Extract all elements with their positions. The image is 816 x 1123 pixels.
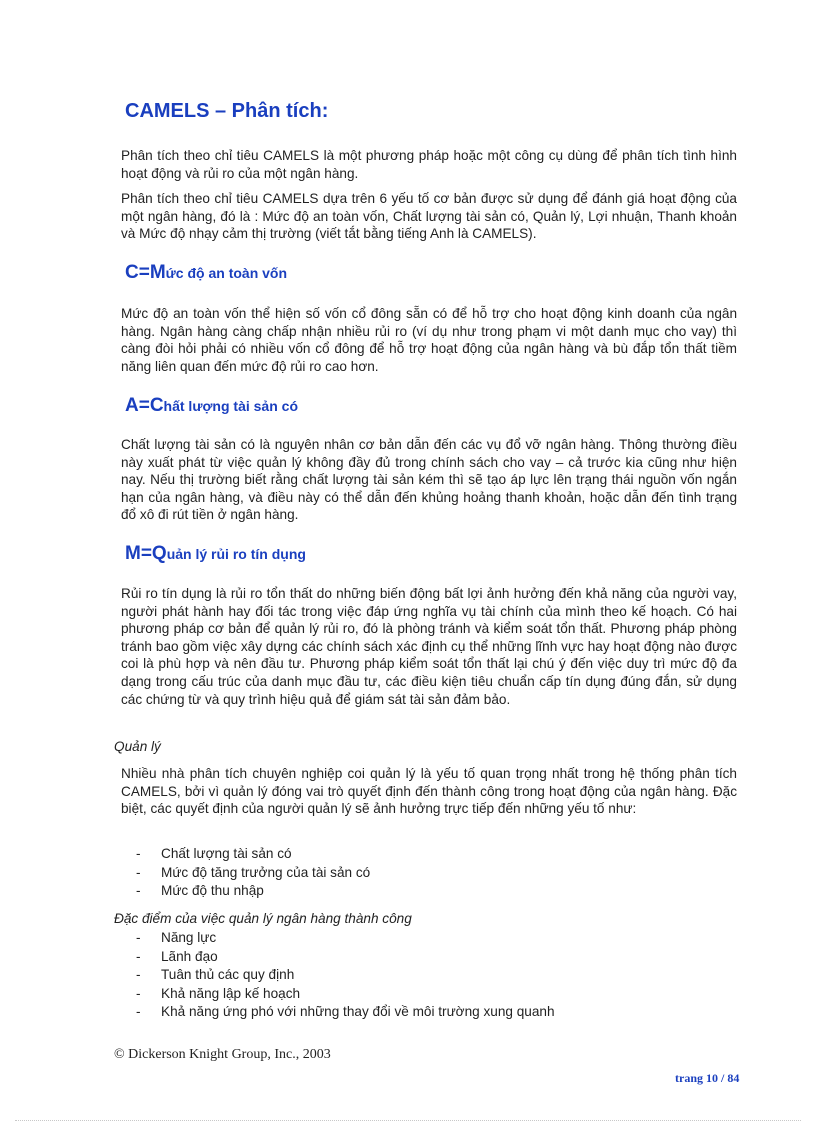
list-item: - Khả năng ứng phó với những thay đổi về môi trường xung quanh <box>136 1004 555 1019</box>
section-heading-letters: C=M <box>125 262 166 283</box>
page-bottom-divider <box>15 1120 801 1121</box>
list-item: - Chất lượng tài sản có <box>136 846 292 861</box>
list-item: - Lãnh đạo <box>136 948 218 964</box>
section-heading-capital <box>125 262 287 284</box>
section-heading-text: ức độ an toàn vốn <box>165 265 288 281</box>
copyright-notice: © Dickerson Knight Group, Inc., 2003 <box>114 1047 331 1062</box>
page-title: CAMELS – Phân tích: <box>125 100 329 122</box>
section-heading-management <box>125 543 306 565</box>
section-heading-text: uản lý rủi ro tín dụng <box>166 546 306 562</box>
section-paragraph-credit-risk: Rủi ro tín dụng là rủi ro tổn thất do những biến động bất lợi ảnh hưởng đến khả năng của người vay, người phát hành hay đối tác trong việc đáp ứng nghĩa vụ tài chính của mình theo kế hoạch. Có hai phương pháp cơ bản để quản lý rủi ro, đó là phòng tránh và kiểm soát tổn thất. Phương pháp phòng tránh bao gồm việc xây dựng các chính sách xác định cụ thể những lĩnh vực hay hoạt động nào được coi là phù hợp và nên đầu tư. Phương pháp kiểm soát tổn thất lại chú ý đến việc duy trì mức độ đa dạng trong cấu trúc của danh mục đầu tư, các điều kiện tiêu chuẩn cấp tín dụng đúng đắn, sử dụng các chứng từ và quy trình hiệu quả để giám sát tài sản đảm bảo. <box>121 586 737 707</box>
list-item: - Tuân thủ các quy định <box>136 967 295 982</box>
section-heading-text: hất lượng tài sản có <box>163 398 298 414</box>
page-number: trang 10 / 84 <box>675 1071 740 1085</box>
list-item: - Mức độ tăng trưởng của tài sản có <box>136 864 371 880</box>
section-paragraph-capital: Mức độ an toàn vốn thể hiện số vốn cổ đông sẵn có để hỗ trợ cho hoạt động kinh doanh của ngân hàng. Ngân hàng càng chấp nhận nhiều rủi ro (ví dụ như trong phạm vi một danh mục cho vay) thì càng đòi hỏi phải có nhiều vốn cổ đông để hỗ trợ hoạt động của ngân hàng và bù đắp tổn thất tiềm năng liên quan đến mức độ rủi ro cao hơn. <box>121 306 737 374</box>
section-heading-letters: A=C <box>125 395 164 416</box>
management-label: Quản lý <box>114 739 161 754</box>
section-paragraph-asset: Chất lượng tài sản có là nguyên nhân cơ bản dẫn đến các vụ đổ vỡ ngân hàng. Thông thường điều này xuất phát từ việc quản lý không đầy đủ trong chính sách cho vay – cả trước kia cũng như hiện nay. Nếu thị trường biết rằng chất lượng tài sản kém thì sẽ tạo áp lực lên trạng thái nguồn vốn ngắn hạn của ngân hàng, và điều này có thể dẫn đến khủng hoảng thanh khoản, hoặc dẫn đến tình trạng đổ xô đi rút tiền ở ngân hàng. <box>121 437 737 523</box>
intro-paragraph-2: Phân tích theo chỉ tiêu CAMELS dựa trên 6 yếu tố cơ bản được sử dụng để đánh giá hoạt động của một ngân hàng, đó là : Mức độ an toàn vốn, Chất lượng tài sản có, Quản lý, Lợi nhuận, Thanh khoản và Mức độ nhạy cảm thị trường (viết tắt bằng tiếng Anh là CAMELS). <box>121 191 737 242</box>
section-heading-letters: M=Q <box>125 543 167 564</box>
section-heading-asset <box>125 395 298 417</box>
list-item: - Mức độ thu nhập <box>136 883 264 898</box>
success-label: Đặc điểm của việc quản lý ngân hàng thành công <box>114 911 412 926</box>
success-trait-list <box>136 929 555 1022</box>
management-paragraph: Nhiều nhà phân tích chuyên nghiệp coi quản lý là yếu tố quan trọng nhất trong hệ thống phân tích CAMELS, bởi vì quản lý đóng vai trò quyết định đến thành công trong hoạt động của ngân hàng. Đặc biệt, các quyết định của người quản lý sẽ ảnh hưởng trực tiếp đến những yếu tố như: <box>121 766 737 817</box>
management-factor-list <box>136 845 370 901</box>
intro-paragraph-1: Phân tích theo chỉ tiêu CAMELS là một phương pháp hoặc một công cụ dùng để phân tích tình hình hoạt động và rủi ro của một ngân hàng. <box>121 148 737 181</box>
list-item: - Năng lực <box>136 930 217 945</box>
list-item: - Khả năng lập kế hoạch <box>136 985 301 1001</box>
